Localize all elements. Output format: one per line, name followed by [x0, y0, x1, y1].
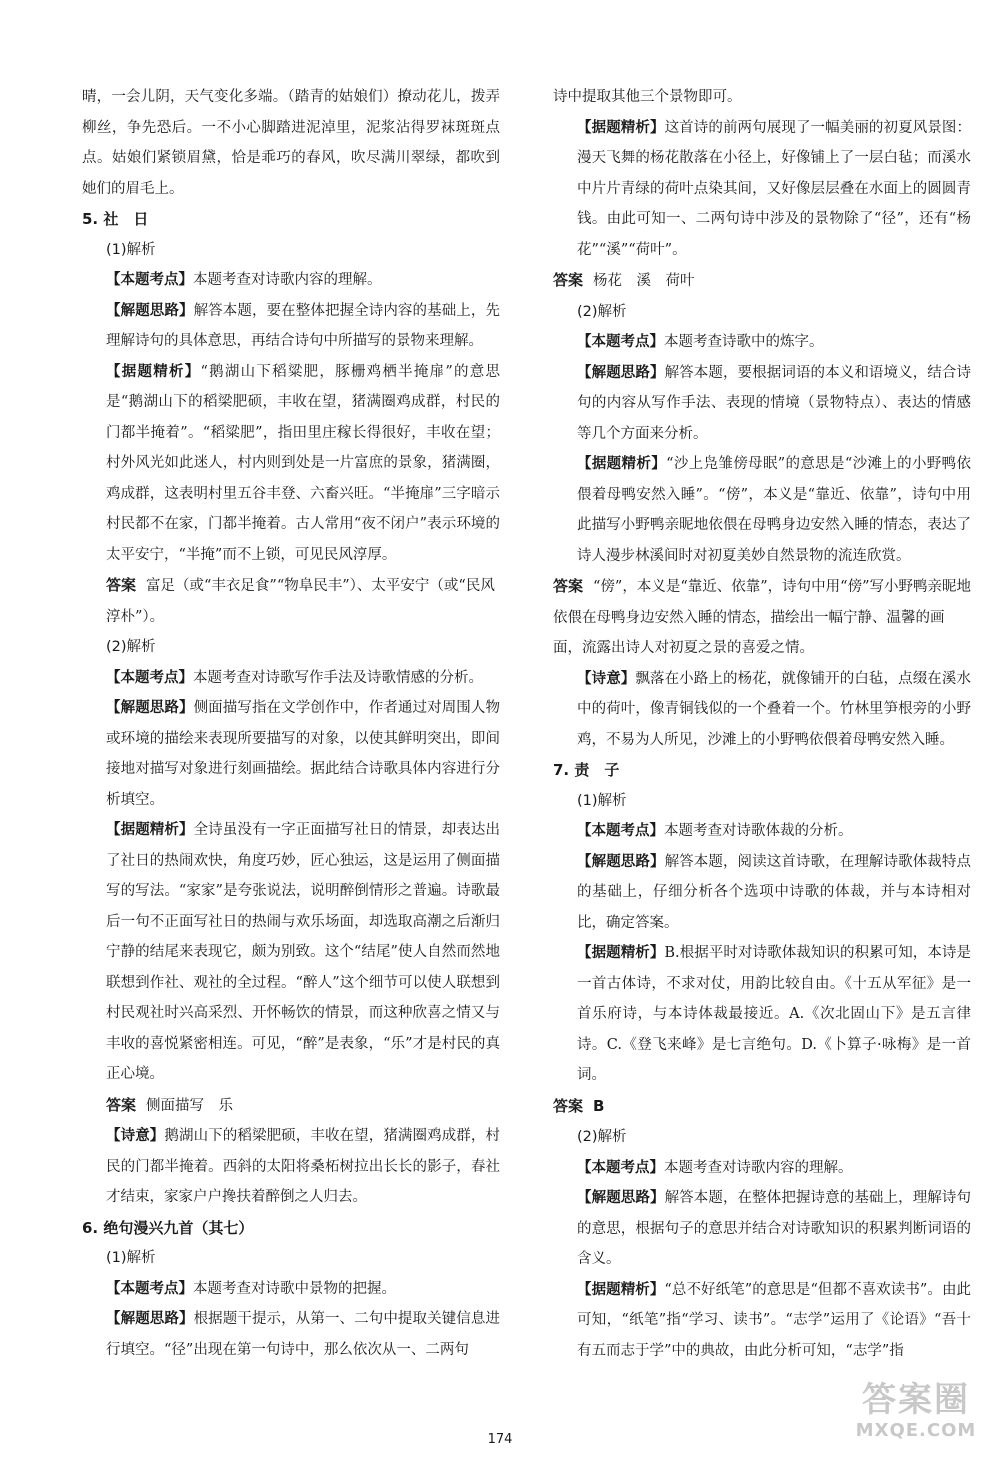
answer-text: “傍”，本义是“靠近、依靠”，诗句中用“傍”写小野鸭亲昵地依偎在母鸭身边安然入睡的情态，描绘出一幅宁静、温馨的画面，流露出诗人对初夏之景的喜爱之情。 [553, 579, 971, 656]
q7-p1-answer [553, 1091, 971, 1123]
analysis-label: 【据题精析】 [106, 822, 194, 838]
q6-p2-key-point [553, 327, 971, 358]
q6-p1-analysis [553, 113, 971, 266]
key-point-label: 【本题考点】 [106, 669, 193, 686]
q7-part2-heading: (2)解析 [577, 1129, 627, 1145]
answer-label: 答案 [553, 577, 584, 595]
analysis-label: 【据题精析】 [577, 945, 665, 961]
q6-p1-key-point [82, 1274, 500, 1305]
watermark-url: MXQE.COM [855, 1420, 977, 1441]
answer-label: 答案 [553, 271, 584, 289]
q5-p1-analysis [82, 357, 500, 571]
solution-idea-label: 【解题思路】 [106, 1311, 194, 1327]
right-column [553, 82, 971, 1366]
q7-p2-solution-idea [553, 1183, 971, 1275]
key-point-text: 本题考查诗歌中的炼字。 [664, 334, 824, 350]
q6-part2-heading: (2)解析 [577, 303, 627, 320]
solution-idea-text: 解答本题，要在整体把握全诗内容的基础上，先理解诗句的具体意思，再结合诗句中所描写的景物来理解。 [106, 302, 500, 349]
q5-p2-solution-idea [82, 693, 500, 815]
solution-idea-label: 【解题思路】 [577, 1190, 665, 1206]
poem-meaning-text: 鹅湖山下的稻梁肥硕，丰收在望，猪满圈鸡成群，村民的门都半掩着。西斜的太阳将桑柘树拉出长长的影子，春社才结束，家家户户搀扶着醉倒之人归去。 [106, 1128, 501, 1205]
watermark-logo-text: 答案圈 [862, 1380, 970, 1420]
answer-label: 答案 [106, 576, 137, 594]
key-point-label: 【本题考点】 [577, 1159, 664, 1176]
answer-text: 富足（或“丰衣足食”“物阜民丰”）、太平安宁（或“民风淳朴”）。 [106, 578, 495, 625]
q6-poem-meaning [553, 664, 971, 756]
q7-p2-key-point [553, 1153, 971, 1184]
solution-idea-text: 解答本题，在整体把握诗意的基础上，理解诗句的意思，根据句子的意思并结合对诗歌知识的积累判断词语的含义。 [577, 1190, 971, 1267]
q6-p2-solution-idea [553, 358, 971, 450]
answer-label: 答案 [106, 1095, 137, 1114]
answer-text: 杨花 溪 荷叶 [593, 273, 695, 289]
left-column [82, 82, 500, 1365]
continued-text: 晴，一会儿阴，天气变化多端。（踏青的姑娘们）撩动花儿，拨弄柳丝，争先恐后。一不小心脚踏进泥淖里，泥浆沾得罗袜斑斑点点。姑娘们紧锁眉黛，恰是乖巧的春风，吹尽满川翠绿，都吹到她们的眉毛上。 [82, 89, 500, 197]
analysis-text: 这首诗的前两句展现了一幅美丽的初夏风景图：漫天飞舞的杨花散落在小径上，好像铺上了一层白毡；而溪水中片片青绿的荷叶点染其间，又好像层层叠在水面上的圆圆青钱。由此可知一、二两句诗中涉及的景物除了“径”，还有“杨花”“溪”“荷叶”。 [577, 119, 971, 258]
q5-part1-heading: (1)解析 [106, 241, 156, 258]
question-5-title: 5. 社 日 [82, 210, 149, 228]
solution-idea-label: 【解题思路】 [106, 302, 194, 319]
analysis-text: “鹅湖山下稻粱肥，豚栅鸡栖半掩扉”的意思是“鹅湖山下的稻梁肥硕，丰收在望，猪满圈鸡成群，村民的门都半掩着”。“稻粱肥”，指田里庄稼长得很好，丰收在望；村外风光如此迷人，村内则到处是一片富庶的景象，猪满圈，鸡成群，这表明村里五谷丰登、六畜兴旺。“半掩扉”三字暗示村民都不在家，门都半掩着。古人常用“夜不闭户”表示环境的太平安宁，“半掩”而不上锁，可见民风淳厚。 [106, 363, 500, 563]
q7-p1-key-point [553, 816, 971, 847]
poem-meaning-text: 飘落在小路上的杨花，就像铺开的白毡，点缀在溪水中的荷叶，像青铜钱似的一个叠着一个。竹林里笋根旁的小野鸡，不易为人所见，沙滩上的小野鸭依偎着母鸭安然入睡。 [577, 670, 972, 748]
key-point-label: 【本题考点】 [106, 1280, 193, 1297]
solution-idea-label: 【解题思路】 [577, 364, 665, 381]
analysis-text: B.根据平时对诗歌体裁知识的积累可知，本诗是一首古体诗，不求对仗，用韵比较自由。《十五从军征》是一首乐府诗，与本诗体裁最接近。A.《次北固山下》是五言律诗。C.《登飞来峰》是七言绝句。D.《卜算子·咏梅》是一首词。 [577, 945, 972, 1083]
q6-part1-heading: (1)解析 [106, 1250, 156, 1266]
poem-meaning-label: 【诗意】 [106, 1128, 165, 1144]
page-number: 174 [487, 1432, 513, 1447]
q5-p2-analysis [82, 815, 500, 1090]
poem-meaning-label: 【诗意】 [577, 670, 636, 687]
solution-idea-label: 【解题思路】 [106, 700, 194, 716]
analysis-text: “总不好纸笔”的意思是“但都不喜欢读书”。由此可知，“纸笔”指“学习、读书”。“志学”运用了《论语》“吾十有五而志于学”中的典故，由此分析可知，“志学”指 [577, 1281, 972, 1359]
q5-part2-heading: (2)解析 [106, 639, 156, 655]
q5-p2-key-point [82, 663, 500, 694]
key-point-text: 本题考查对诗歌写作手法及诗歌情感的分析。 [193, 669, 483, 686]
q7-p1-solution-idea [553, 847, 971, 939]
analysis-text: “沙上凫雏傍母眠”的意思是“沙滩上的小野鸭依偎着母鸭安然入睡”。“傍”，本义是“靠近、依靠”，诗句中用此描写小野鸭亲昵地依偎在母鸭身边安然入睡的情态，表达了诗人漫步林溪间时对初夏美妙自然景物的流连欣赏。 [577, 456, 971, 564]
q5-p1-answer [82, 570, 500, 632]
analysis-label: 【据题精析】 [577, 456, 667, 472]
answer-label: 答案 [553, 1096, 584, 1115]
key-point-text: 本题考查对诗歌体裁的分析。 [664, 823, 853, 839]
q5-poem-meaning [82, 1121, 500, 1213]
solution-idea-text: 侧面描写指在文学创作中，作者通过对周围人物或环境的描绘来表现所要描写的对象，以使其鲜明突出，即间接地对描写对象进行刻画描绘。据此结合诗歌具体内容进行分析填空。 [106, 700, 500, 808]
q6-p2-analysis [553, 449, 971, 571]
solution-idea-text: 根据题干提示，从第一、二句中提取关键信息进行填空。“径”出现在第一句诗中，那么依次从一、二两句 [106, 1311, 500, 1358]
question-7-title: 7. 责 子 [553, 761, 620, 779]
answer-text: B [593, 1096, 605, 1115]
q6-p2-answer [553, 571, 971, 664]
key-point-label: 【本题考点】 [577, 334, 664, 350]
solution-idea-label: 【解题思路】 [577, 853, 665, 870]
q7-p2-analysis [553, 1275, 971, 1367]
analysis-label: 【据题精析】 [577, 1281, 665, 1298]
key-point-text: 本题考查对诗歌内容的理解。 [664, 1159, 853, 1176]
q5-p2-answer [82, 1090, 500, 1122]
q6-p1-answer [553, 265, 971, 297]
watermark-logo [846, 1380, 986, 1456]
analysis-label: 【据题精析】 [106, 363, 201, 380]
key-point-text: 本题考查对诗歌内容的理解。 [193, 272, 382, 288]
key-point-label: 【本题考点】 [577, 823, 664, 839]
continued-text: 诗中提取其他三个景物即可。 [553, 89, 742, 105]
analysis-label: 【据题精析】 [577, 119, 665, 136]
key-point-text: 本题考查对诗歌中景物的把握。 [193, 1280, 396, 1297]
solution-idea-text: 解答本题，要根据词语的本义和语境义，结合诗句的内容从写作手法、表现的情境（景物特点）、表达的情感等几个方面来分析。 [577, 364, 971, 442]
answer-text: 侧面描写 乐 [146, 1097, 234, 1114]
q5-p1-key-point [82, 265, 500, 296]
analysis-text: 全诗虽没有一字正面描写社日的情景，却表达出了社日的热闹欢快，角度巧妙，匠心独运，这是运用了侧面描写的写法。“家家”是夸张说法，说明醉倒情形之普遍。诗歌最后一句不正面写社日的热闹与欢乐场面，却选取高潮之后渐归宁静的结尾来表现它，颇为别致。这个“结尾”使人自然而然地联想到作社、观社的全过程。“醉人”这个细节可以使人联想到村民观社时兴高采烈、开怀畅饮的情景，而这种欣喜之情又与丰收的喜悦紧密相连。可见，“醉”是表象，“乐”才是村民的真正心境。 [106, 822, 500, 1082]
key-point-label: 【本题考点】 [106, 272, 193, 288]
q7-part1-heading: (1)解析 [577, 792, 627, 809]
solution-idea-text: 解答本题，阅读这首诗歌，在理解诗歌体裁特点的基础上，仔细分析各个选项中诗歌的体裁，并与本诗相对比，确定答案。 [577, 853, 971, 931]
question-6-title: 6. 绝句漫兴九首（其七） [82, 1218, 254, 1237]
q5-p1-solution-idea [82, 296, 500, 357]
q6-p1-solution-idea [82, 1304, 500, 1365]
q7-p1-analysis [553, 938, 971, 1091]
